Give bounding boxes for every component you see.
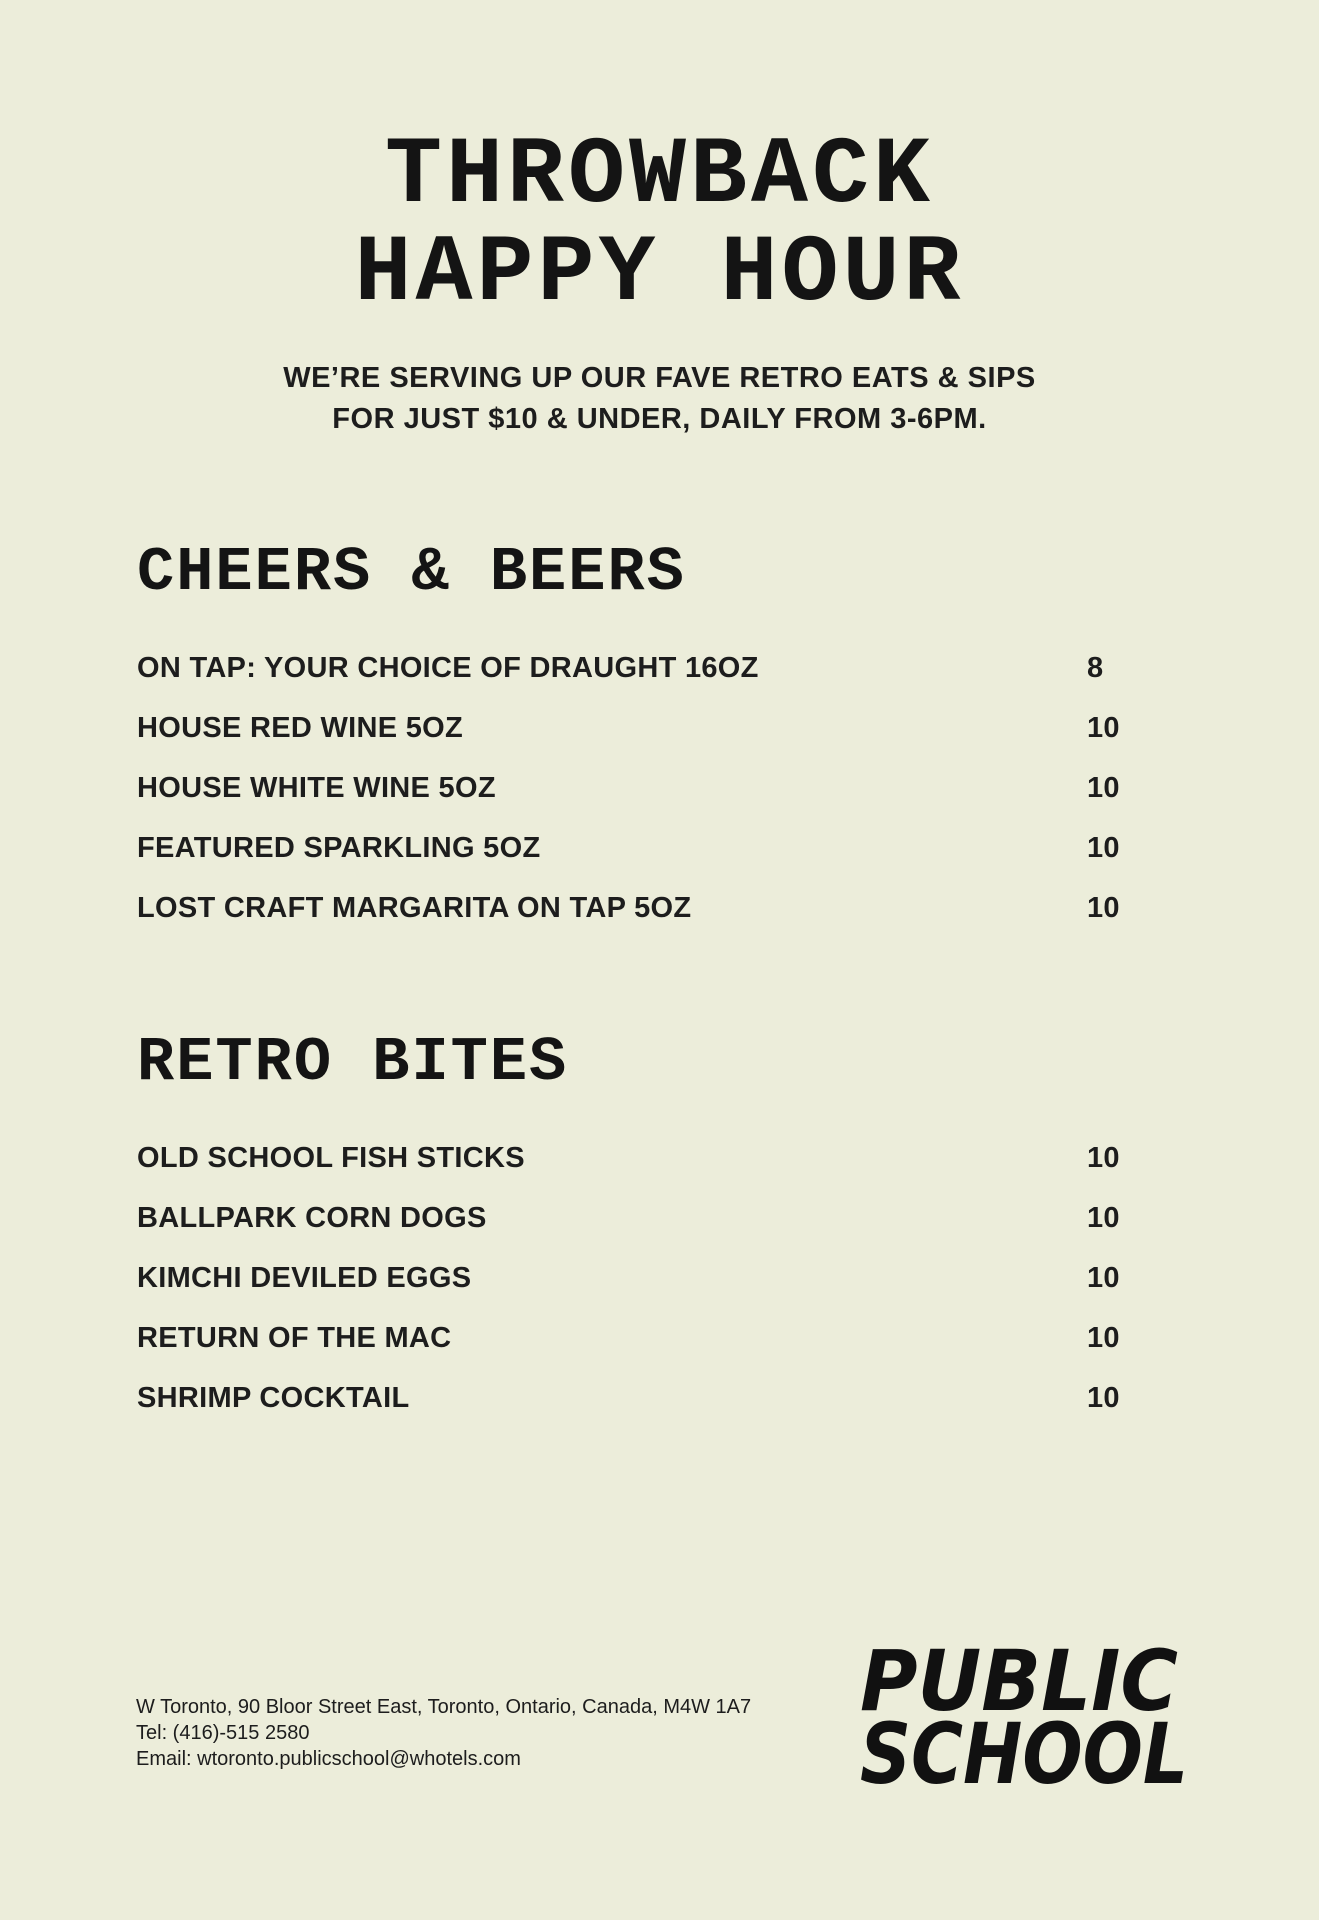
menu-item-price: 10 [1087, 1322, 1120, 1354]
menu-item-price: 8 [1087, 652, 1104, 684]
menu-item-price: 10 [1087, 712, 1120, 744]
menu-item-price: 10 [1087, 772, 1120, 804]
bites-section-heading: RETRO BITES [137, 1027, 569, 1098]
menu-item-name: KIMCHI DEVILED EGGS [137, 1262, 472, 1294]
menu-item-price: 10 [1087, 1262, 1120, 1294]
menu-item-name: FEATURED SPARKLING 5OZ [137, 832, 541, 864]
menu-item [137, 708, 1137, 768]
menu-item-name: RETURN OF THE MAC [137, 1322, 452, 1354]
subtitle-line-1: WE’RE SERVING UP OUR FAVE RETRO EATS & SIPS [283, 362, 1036, 394]
title-line-1: THROWBACK [384, 122, 935, 230]
menu-item-name: OLD SCHOOL FISH STICKS [137, 1142, 525, 1174]
public-school-logo [860, 1632, 1190, 1803]
menu-item-price: 10 [1087, 1202, 1120, 1234]
logo-line-2: SCHOOL [860, 1705, 1188, 1803]
menu-item [137, 1198, 1137, 1258]
menu-item-price: 10 [1087, 1382, 1120, 1414]
menu-item [137, 1258, 1137, 1318]
menu-item-name: HOUSE RED WINE 5OZ [137, 712, 464, 744]
address-text: W Toronto, 90 Bloor Street East, Toronto, Ontario, Canada, M4W 1A7 [136, 1696, 752, 1718]
page-subtitle [0, 358, 1319, 440]
menu-item-name: LOST CRAFT MARGARITA ON TAP 5OZ [137, 892, 692, 924]
menu-item-name: ON TAP: YOUR CHOICE OF DRAUGHT 16OZ [137, 652, 759, 684]
menu-item [137, 888, 1137, 948]
menu-item-price: 10 [1087, 892, 1120, 924]
menu-item [137, 1138, 1137, 1198]
logo-line-1: PUBLIC [860, 1632, 1178, 1730]
contact-info [136, 1694, 751, 1772]
page-title [0, 122, 1319, 328]
menu-item-name: HOUSE WHITE WINE 5OZ [137, 772, 496, 804]
menu-item [137, 1378, 1137, 1438]
menu-item-name: SHRIMP COCKTAIL [137, 1382, 410, 1414]
menu-item-price: 10 [1087, 832, 1120, 864]
email-text: Email: wtoronto.publicschool@whotels.com [136, 1748, 521, 1770]
menu-item [137, 1318, 1137, 1378]
menu-item [137, 828, 1137, 888]
phone-text: Tel: (416)-515 2580 [136, 1722, 310, 1744]
subtitle-line-2: FOR JUST $10 & UNDER, DAILY FROM 3-6PM. [332, 403, 987, 435]
title-line-2: HAPPY HOUR [354, 220, 965, 328]
drinks-menu-list [137, 648, 1137, 948]
menu-item-name: BALLPARK CORN DOGS [137, 1202, 487, 1234]
menu-item [137, 768, 1137, 828]
menu-item [137, 648, 1137, 708]
bites-menu-list [137, 1138, 1137, 1438]
menu-item-price: 10 [1087, 1142, 1120, 1174]
drinks-section-heading: CHEERS & BEERS [137, 537, 686, 608]
